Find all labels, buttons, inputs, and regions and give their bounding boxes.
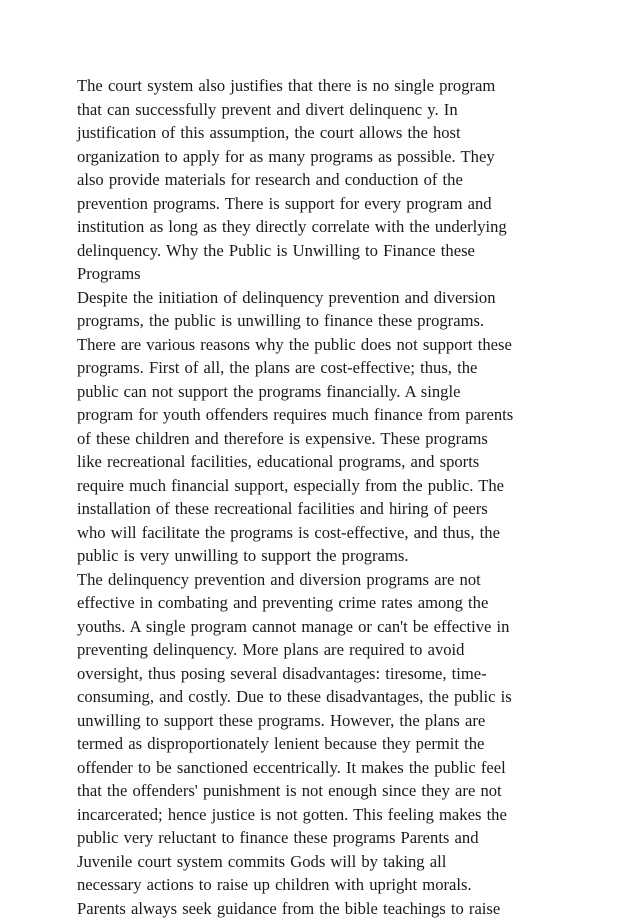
text-line: Programs [77, 262, 577, 286]
body-text [77, 74, 577, 920]
text-line: offender to be sanctioned eccentrically. It makes the public feel [77, 756, 577, 780]
text-line: programs, the public is unwilling to finance these programs. [77, 309, 577, 333]
text-line: effective in combating and preventing crime rates among the [77, 591, 577, 615]
text-line: oversight, thus posing several disadvantages: tiresome, time- [77, 662, 577, 686]
text-line: also provide materials for research and conduction of the [77, 168, 577, 192]
text-line: who will facilitate the programs is cost-effective, and thus, the [77, 521, 577, 545]
text-line: There are various reasons why the public does not support these [77, 333, 577, 357]
text-line: incarcerated; hence justice is not gotten. This feeling makes the [77, 803, 577, 827]
text-line: organization to apply for as many programs as possible. They [77, 145, 577, 169]
text-line: program for youth offenders requires much finance from parents [77, 403, 577, 427]
text-line: programs. First of all, the plans are cost-effective; thus, the [77, 356, 577, 380]
text-line: that the offenders' punishment is not enough since they are not [77, 779, 577, 803]
text-line: like recreational facilities, educational programs, and sports [77, 450, 577, 474]
text-line: termed as disproportionately lenient because they permit the [77, 732, 577, 756]
text-line: necessary actions to raise up children with upright morals. [77, 873, 577, 897]
text-line: consuming, and costly. Due to these disadvantages, the public is [77, 685, 577, 709]
text-line: that can successfully prevent and divert delinquenc y. In [77, 98, 577, 122]
text-line: public very reluctant to finance these programs Parents and [77, 826, 577, 850]
text-line: Parents always seek guidance from the bible teachings to raise [77, 897, 577, 920]
text-line: preventing delinquency. More plans are required to avoid [77, 638, 577, 662]
text-line: The court system also justifies that there is no single program [77, 74, 577, 98]
text-line: delinquency. Why the Public is Unwilling to Finance these [77, 239, 577, 263]
text-line: public is very unwilling to support the programs. [77, 544, 577, 568]
text-line: institution as long as they directly correlate with the underlying [77, 215, 577, 239]
text-line: youths. A single program cannot manage or can't be effective in [77, 615, 577, 639]
text-line: Juvenile court system commits Gods will by taking all [77, 850, 577, 874]
text-line: public can not support the programs financially. A single [77, 380, 577, 404]
text-line: installation of these recreational facilities and hiring of peers [77, 497, 577, 521]
text-line: of these children and therefore is expensive. These programs [77, 427, 577, 451]
text-line: The delinquency prevention and diversion programs are not [77, 568, 577, 592]
text-line: justification of this assumption, the court allows the host [77, 121, 577, 145]
text-line: unwilling to support these programs. However, the plans are [77, 709, 577, 733]
text-line: prevention programs. There is support for every program and [77, 192, 577, 216]
text-line: Despite the initiation of delinquency prevention and diversion [77, 286, 577, 310]
text-line: require much financial support, especially from the public. The [77, 474, 577, 498]
